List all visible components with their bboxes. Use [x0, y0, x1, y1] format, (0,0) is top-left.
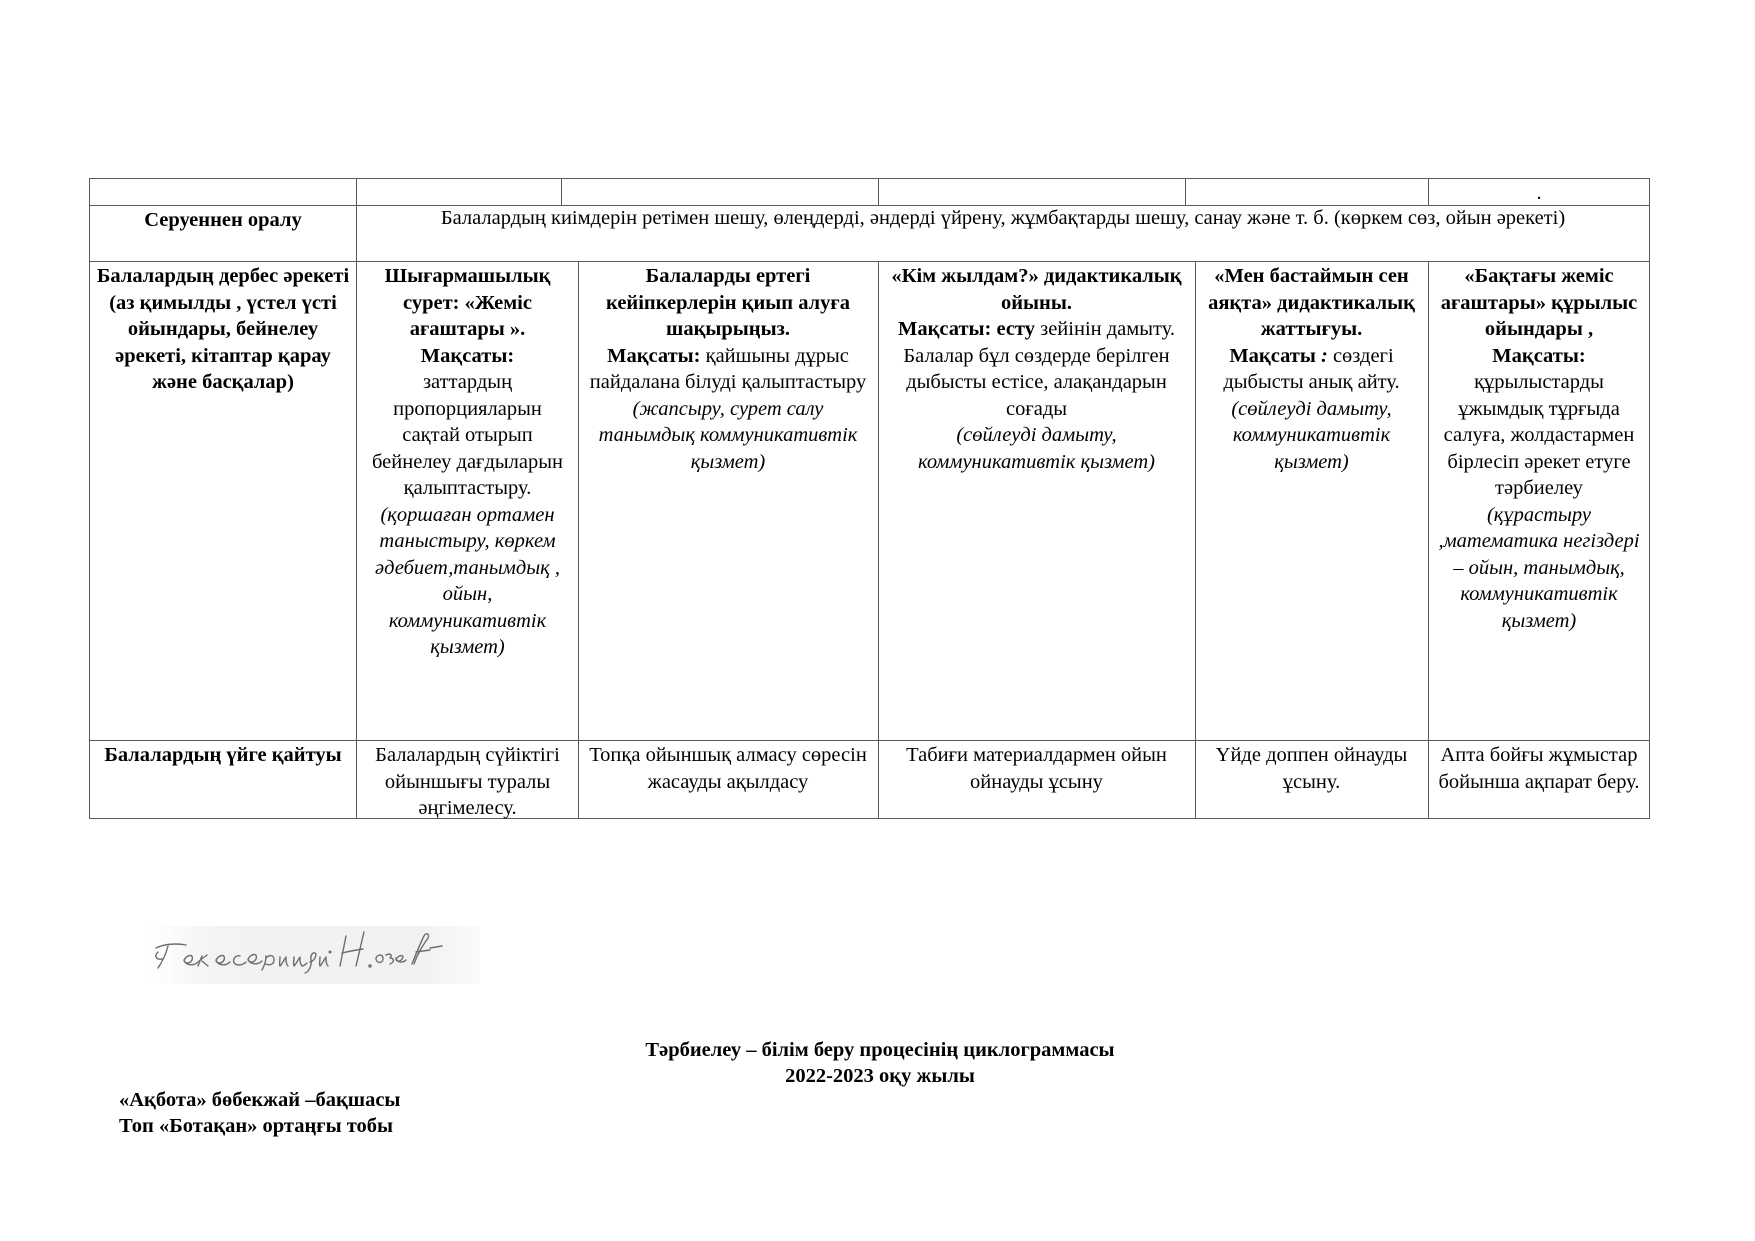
table-border — [878, 178, 879, 205]
activity-mon-goal-label: Мақсаты: — [420, 344, 515, 367]
home-tue: Топқа ойыншық алмасу сөресін жасауды ақылдасу — [589, 744, 867, 793]
table-border — [561, 178, 562, 205]
top-row-mark: . — [1536, 182, 1542, 204]
activity-mon-goal: заттардың пропорцияларын сақтай отырып бейнелеу дағдыларын қалыптастыру. — [372, 371, 563, 499]
row-label-return: Серуеннен оралу — [144, 209, 302, 231]
activity-thu-goal: сөздегі дыбысты анық айту. — [1223, 344, 1400, 393]
home-mon: Балалардың сүйіктігі ойыншығы туралы әңгімелесу. — [375, 744, 560, 819]
table-border — [89, 178, 1650, 179]
activity-wed-goal: зейінін дамыту. — [1034, 318, 1176, 340]
row-return-text: Балалардың киімдерін ретімен шешу, өлеңдерді, әндерді үйрену, жұмбақтарды шешу, санау және т. б. (көркем сөз, ойын әрекеті) — [440, 207, 1566, 229]
table-border — [1185, 178, 1186, 205]
signature-image — [150, 926, 480, 984]
activity-thu — [1195, 261, 1428, 740]
activity-thu-goal-label: Мақсаты — [1229, 344, 1316, 367]
activity-fri-goal-label: Мақсаты: — [1492, 344, 1586, 367]
activity-fri — [1428, 261, 1650, 740]
activity-tue-goal-label: Мақсаты: — [607, 344, 701, 367]
activity-fri-areas: (құрастыру ,математика негіздері – ойын, танымдық, коммуникативтік қызмет) — [1438, 503, 1640, 632]
group-name: Топ «Ботақан» ортаңғы тобы — [119, 1115, 394, 1137]
activity-wed-goal-label: Мақсаты: есту — [897, 318, 1035, 340]
activity-wed-text: Балалар бұл сөздерде берілген дыбысты естісе, алақандарын соғады — [903, 344, 1170, 420]
home-fri: Апта бойғы жұмыстар бойынша ақпарат беру. — [1438, 744, 1640, 793]
home-wed: Табиғи материалдармен ойын ойнауды ұсыну — [906, 744, 1167, 793]
activity-fri-title: «Бақтағы жеміс ағаштары» құрылыс ойындары , — [1440, 265, 1638, 340]
activity-fri-goal: құрылыстарды ұжымдық тұрғыда салуға, жолдастармен бірлесіп әрекет етуге тәрбиелеу — [1443, 371, 1635, 499]
schedule-table — [89, 178, 1650, 818]
activity-tue — [578, 261, 878, 740]
page-title-line1: Тәрбиелеу – білім беру процесінің циклограммасы — [645, 1039, 1115, 1061]
activity-tue-title: Балаларды ертегі кейіпкерлерін қиып алуға шақырыңыз. — [606, 265, 850, 340]
activity-mon-areas: (қоршаған ортамен таныстыру, көркем әдебиет,танымдық , ойын, коммуникативтік қызмет) — [375, 503, 560, 658]
table-border — [89, 818, 1650, 819]
activity-thu-title: «Мен бастаймын сен аяқта» дидактикалық жаттығуы. — [1208, 265, 1415, 340]
activity-thu-goal-colon: : — [1315, 344, 1328, 367]
activity-mon-title: Шығармашылық сурет: «Жеміс ағаштары ». — [384, 265, 551, 340]
kindergarten-name: «Ақбота» бөбекжай –бақшасы — [119, 1089, 401, 1111]
row-label-activity: Балалардың дербес әрекеті (аз қимылды , үстел үсті ойындары, бейнелеу әрекеті, кітаптар қарау және басқалар) — [96, 265, 350, 393]
home-thu: Үйде доппен ойнауды ұсыну. — [1215, 744, 1408, 793]
activity-tue-areas: (жапсыру, сурет салу танымдық коммуникативтік қызмет) — [598, 397, 858, 473]
activity-wed-areas: (сөйлеуді дамыту, коммуникативтік қызмет) — [918, 424, 1155, 473]
activity-mon — [357, 261, 578, 740]
page-title-line2: 2022-2023 оқу жылы — [785, 1065, 975, 1087]
activity-tue-goal: қайшыны дұрыс пайдалана білуді қалыптастыру — [589, 344, 867, 393]
activity-thu-areas: (сөйлеуді дамыту, коммуникативтік қызмет) — [1231, 397, 1392, 473]
activity-wed — [878, 261, 1195, 740]
row-label-home: Балалардың үйге қайтуы — [104, 744, 342, 766]
signature-stamp — [150, 926, 480, 984]
activity-wed-title: «Кім жылдам?» дидактикалық ойыны. — [891, 265, 1182, 314]
